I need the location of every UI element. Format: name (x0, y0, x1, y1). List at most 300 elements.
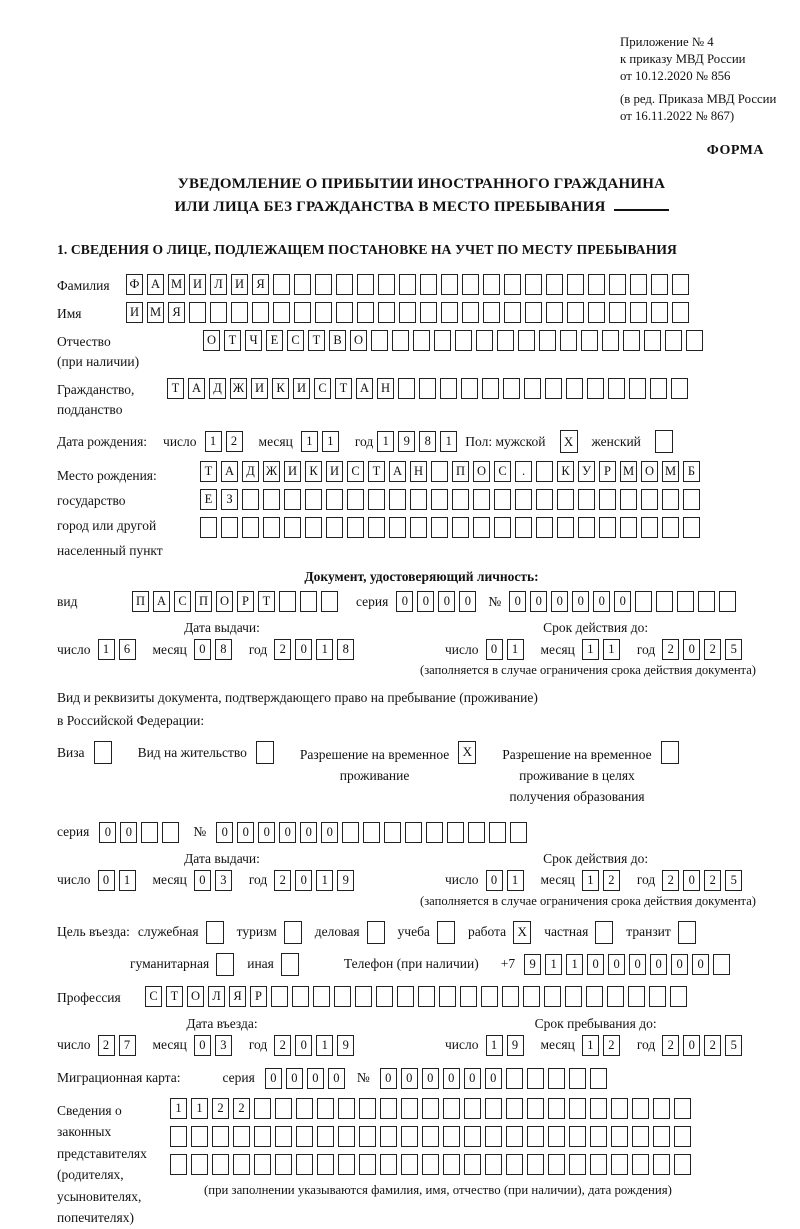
char-cell (359, 1126, 376, 1147)
resdoc-series-row (57, 822, 786, 843)
purpose-option-label: транзит (626, 924, 671, 940)
char-cell (462, 302, 479, 323)
char-cell: Т (166, 986, 183, 1007)
char-cell (569, 1068, 586, 1089)
char-cell (629, 378, 646, 399)
day-label: число (57, 641, 91, 657)
char-cell (515, 489, 532, 510)
citizenship-label-line: Гражданство, (57, 382, 135, 397)
day-label: число (445, 641, 479, 657)
purpose-option-label: деловая (314, 924, 360, 940)
char-cell (401, 1154, 418, 1175)
char-cell (581, 330, 598, 351)
char-cell (686, 330, 703, 351)
char-cell: 1 (582, 639, 599, 660)
char-cell (170, 1126, 187, 1147)
birthdate-row (57, 430, 786, 453)
char-cell: . (515, 461, 532, 482)
char-cell (321, 591, 338, 612)
char-cell (635, 591, 652, 612)
number-label: № (488, 593, 502, 609)
char-cell: 0 (417, 591, 434, 612)
char-cell (263, 489, 280, 510)
char-cell (462, 274, 479, 295)
char-cell (368, 489, 385, 510)
char-cell (506, 1154, 523, 1175)
temp-residence-edu-checkbox (661, 741, 679, 764)
char-cell (189, 302, 206, 323)
char-cell (191, 1126, 208, 1147)
char-cell: 0 (438, 591, 455, 612)
migration-card-row (57, 1068, 786, 1089)
char-cell (590, 1098, 607, 1119)
birthplace-label-line: город или другой (57, 518, 157, 533)
char-cell (569, 1126, 586, 1147)
representatives-label-line: Сведения о (57, 1102, 122, 1118)
char-cell (170, 1154, 187, 1175)
char-cell: 1 (98, 639, 115, 660)
char-cell: О (187, 986, 204, 1007)
char-cell: 7 (119, 1035, 136, 1056)
char-cell: 5 (725, 1035, 742, 1056)
char-cell (515, 517, 532, 538)
char-cell: А (153, 591, 170, 612)
char-cell: З (221, 489, 238, 510)
char-cell: С (347, 461, 364, 482)
char-cell (641, 517, 658, 538)
char-cell: 1 (603, 639, 620, 660)
purpose-row (57, 921, 786, 944)
migration-number-cells (380, 1068, 611, 1089)
residence-permit-checkbox (256, 741, 274, 764)
char-cell: 2 (662, 1035, 679, 1056)
char-cell (418, 986, 435, 1007)
char-cell (524, 378, 541, 399)
char-cell: И (284, 461, 301, 482)
char-cell (548, 1098, 565, 1119)
char-cell (569, 1098, 586, 1119)
char-cell (313, 986, 330, 1007)
char-cell (602, 330, 619, 351)
citizenship-label-line: подданство (57, 402, 123, 417)
char-cell: 0 (587, 954, 604, 975)
char-cell (476, 330, 493, 351)
char-cell (609, 274, 626, 295)
char-cell: 0 (295, 639, 312, 660)
char-cell: 0 (614, 591, 631, 612)
appendix-line: к приказу МВД России (620, 52, 746, 66)
char-cell: Е (266, 330, 283, 351)
char-cell (464, 1154, 481, 1175)
entry-month-cells (194, 1035, 236, 1056)
entry-dates (57, 1016, 786, 1056)
char-cell (399, 274, 416, 295)
representatives-label-line: законных (57, 1124, 112, 1140)
resdoc-until-day-cells (486, 870, 528, 891)
char-cell (336, 274, 353, 295)
temp-residence-edu-label (502, 741, 651, 808)
char-cell: Т (368, 461, 385, 482)
char-cell (296, 1126, 313, 1147)
char-cell (653, 1154, 670, 1175)
representatives-label (57, 1098, 170, 1229)
char-cell (252, 302, 269, 323)
year-label: год (248, 641, 268, 657)
char-cell (275, 1126, 292, 1147)
char-cell (674, 1098, 691, 1119)
char-cell (590, 1068, 607, 1089)
char-cell: 1 (566, 954, 583, 975)
char-cell: М (147, 302, 164, 323)
char-cell: К (272, 378, 289, 399)
char-cell: Я (229, 986, 246, 1007)
char-cell (489, 822, 506, 843)
char-cell (504, 274, 521, 295)
char-cell: А (356, 378, 373, 399)
stay-until-label: Срок пребывания до: (534, 1015, 657, 1031)
representatives-row (57, 1098, 786, 1229)
char-cell: 2 (274, 870, 291, 891)
char-cell (567, 274, 584, 295)
char-cell (620, 489, 637, 510)
char-cell: А (389, 461, 406, 482)
char-cell (300, 591, 317, 612)
resdoc-dates (57, 851, 786, 891)
char-cell: 0 (572, 591, 589, 612)
char-cell (464, 1098, 481, 1119)
char-cell: 6 (119, 639, 136, 660)
char-cell (410, 489, 427, 510)
month-label: месяц (540, 1037, 575, 1053)
form-title-line1: УВЕДОМЛЕНИЕ О ПРИБЫТИИ ИНОСТРАННОГО ГРАЖДАНИНА (177, 176, 666, 192)
char-cell (452, 517, 469, 538)
char-cell: Я (168, 302, 185, 323)
char-cell: 0 (671, 954, 688, 975)
purpose-option-label: работа (467, 924, 507, 940)
char-cell (566, 378, 583, 399)
char-cell (464, 1126, 481, 1147)
char-cell: 1 (205, 431, 222, 452)
char-cell: 0 (194, 639, 211, 660)
patronymic-label-line: Отчество (57, 334, 111, 349)
char-cell (357, 302, 374, 323)
char-cell (443, 1154, 460, 1175)
char-cell (677, 591, 694, 612)
char-cell (357, 274, 374, 295)
issued-label: Дата выдачи: (184, 620, 260, 635)
char-cell (497, 330, 514, 351)
char-cell (518, 330, 535, 351)
char-cell (473, 489, 490, 510)
char-cell: Т (200, 461, 217, 482)
temp-residence-checkbox: X (458, 741, 476, 764)
char-cell: 2 (662, 639, 679, 660)
char-cell (317, 1126, 334, 1147)
title-underline (614, 209, 669, 211)
char-cell: 0 (485, 1068, 502, 1089)
stay-month-cells (582, 1035, 624, 1056)
resdoc-issued-day-cells (98, 870, 140, 891)
char-cell (546, 302, 563, 323)
char-cell: И (189, 274, 206, 295)
char-cell (586, 986, 603, 1007)
char-cell: 9 (337, 870, 354, 891)
resdoc-series-cells (99, 822, 183, 843)
birth-day-cells (205, 431, 247, 452)
char-cell (485, 1126, 502, 1147)
char-cell (254, 1154, 271, 1175)
day-label: число (57, 872, 91, 888)
char-cell (355, 986, 372, 1007)
char-cell (326, 517, 343, 538)
iddoc-series-cells (396, 591, 480, 612)
purpose-label: Цель въезда: (57, 924, 130, 940)
char-cell (674, 1126, 691, 1147)
char-cell (284, 489, 301, 510)
char-cell (384, 822, 401, 843)
char-cell (651, 274, 668, 295)
patronymic-cells (203, 330, 707, 351)
resdoc-until-month-cells (582, 870, 624, 891)
char-cell (599, 517, 616, 538)
char-cell (599, 489, 616, 510)
char-cell (698, 591, 715, 612)
char-cell (443, 1126, 460, 1147)
char-cell (506, 1126, 523, 1147)
char-cell (560, 330, 577, 351)
char-cell (405, 822, 422, 843)
day-label: число (445, 1037, 479, 1053)
char-cell: 0 (401, 1068, 418, 1089)
surname-label: Фамилия (57, 278, 110, 293)
char-cell (548, 1068, 565, 1089)
char-cell (565, 986, 582, 1007)
char-cell (662, 489, 679, 510)
char-cell: 0 (509, 591, 526, 612)
char-cell: В (329, 330, 346, 351)
char-cell (296, 1154, 313, 1175)
char-cell (389, 517, 406, 538)
char-cell (242, 517, 259, 538)
char-cell: Я (252, 274, 269, 295)
char-cell (368, 517, 385, 538)
char-cell: 2 (233, 1098, 250, 1119)
char-cell: 8 (337, 639, 354, 660)
birthplace-cells-row3 (200, 517, 704, 538)
char-cell (296, 1098, 313, 1119)
char-cell (523, 986, 540, 1007)
purpose-option (130, 953, 234, 976)
birthplace-row (57, 461, 786, 563)
issued-date-row (57, 870, 387, 891)
birth-month-cells (301, 431, 343, 452)
char-cell: 0 (629, 954, 646, 975)
appendix-line: от 10.12.2020 № 856 (620, 69, 731, 83)
iddoc-type-label: вид (57, 593, 78, 609)
firstname-label: Имя (57, 306, 82, 321)
char-cell: 5 (725, 639, 742, 660)
month-label: месяц (152, 1037, 187, 1053)
char-cell (254, 1126, 271, 1147)
char-cell (644, 330, 661, 351)
char-cell: 0 (551, 591, 568, 612)
char-cell (439, 986, 456, 1007)
char-cell: 2 (704, 1035, 721, 1056)
char-cell (588, 274, 605, 295)
purpose-business-checkbox (367, 921, 385, 944)
char-cell: 1 (507, 870, 524, 891)
representatives-label-line: (родителях, (57, 1167, 124, 1183)
char-cell (587, 378, 604, 399)
char-cell (212, 1126, 229, 1147)
char-cell: О (473, 461, 490, 482)
char-cell (347, 489, 364, 510)
birthplace-label-line: государство (57, 493, 126, 508)
entry-day-cells (98, 1035, 140, 1056)
char-cell: И (231, 274, 248, 295)
iddoc-until-group (445, 620, 746, 660)
char-cell: 2 (274, 1035, 291, 1056)
char-cell (544, 986, 561, 1007)
birthplace-label-line: населенный пункт (57, 543, 163, 558)
char-cell (422, 1098, 439, 1119)
char-cell (317, 1154, 334, 1175)
char-cell: 0 (459, 591, 476, 612)
char-cell: 1 (316, 870, 333, 891)
char-cell (305, 517, 322, 538)
resdoc-until-group (445, 851, 746, 891)
char-cell (630, 274, 647, 295)
char-cell (485, 1154, 502, 1175)
form-title-line2-wrap (57, 196, 786, 219)
char-cell: У (578, 461, 595, 482)
sex-label: Пол: мужской (465, 433, 546, 449)
purpose-option (544, 921, 613, 944)
char-cell (536, 517, 553, 538)
char-cell: 2 (603, 1035, 620, 1056)
sex-female-label: женский (591, 433, 641, 449)
forma-label: ФОРМА (706, 143, 764, 158)
char-cell (380, 1098, 397, 1119)
month-label: месяц (540, 872, 575, 888)
char-cell (460, 986, 477, 1007)
section1-heading: 1. СВЕДЕНИЯ О ЛИЦЕ, ПОДЛЕЖАЩЕМ ПОСТАНОВКЕ НА УЧЕТ ПО МЕСТУ ПРЕБЫВАНИЯ (57, 242, 677, 257)
char-cell (503, 378, 520, 399)
char-cell: 0 (307, 1068, 324, 1089)
char-cell: 1 (191, 1098, 208, 1119)
char-cell: Ж (230, 378, 247, 399)
char-cell (483, 302, 500, 323)
char-cell (326, 489, 343, 510)
char-cell: 0 (464, 1068, 481, 1089)
char-cell (527, 1098, 544, 1119)
char-cell: 0 (422, 1068, 439, 1089)
char-cell (468, 822, 485, 843)
char-cell: 0 (486, 870, 503, 891)
char-cell: 0 (328, 1068, 345, 1089)
appendix-block (620, 34, 795, 125)
until-date-row (445, 639, 746, 660)
char-cell (527, 1126, 544, 1147)
char-cell (674, 1154, 691, 1175)
char-cell (651, 302, 668, 323)
iddoc-type-row (57, 591, 786, 612)
char-cell (294, 274, 311, 295)
char-cell: 0 (321, 822, 338, 843)
char-cell (653, 1098, 670, 1119)
char-cell: 9 (398, 431, 415, 452)
char-cell: К (305, 461, 322, 482)
entry-date-label: Дата въезда: (186, 1015, 258, 1031)
validity-note: (заполняется в случае ограничения срока действия документа) (420, 893, 756, 908)
char-cell: 0 (265, 1068, 282, 1089)
temp-residence-edu-label-line: Разрешение на временное (502, 746, 652, 762)
purpose-option (315, 921, 385, 944)
sex-male-checkbox: X (560, 430, 578, 453)
resdoc-text-line2: в Российской Федерации: (57, 712, 205, 728)
char-cell (200, 517, 217, 538)
char-cell: 2 (704, 870, 721, 891)
char-cell (233, 1126, 250, 1147)
char-cell (431, 517, 448, 538)
char-cell: 1 (170, 1098, 187, 1119)
char-cell: Т (335, 378, 352, 399)
char-cell (719, 591, 736, 612)
char-cell: С (494, 461, 511, 482)
char-cell (590, 1154, 607, 1175)
char-cell (397, 986, 414, 1007)
char-cell: И (126, 302, 143, 323)
representatives-cells-row1 (170, 1098, 695, 1119)
issued-label: Дата выдачи: (184, 850, 260, 866)
purpose-humanitarian-checkbox (216, 953, 234, 976)
char-cell (378, 274, 395, 295)
char-cell (401, 1126, 418, 1147)
char-cell: 1 (582, 870, 599, 891)
char-cell: 0 (194, 1035, 211, 1056)
char-cell (441, 302, 458, 323)
char-cell (656, 591, 673, 612)
char-cell (502, 986, 519, 1007)
entry-date-row (57, 1035, 387, 1056)
char-cell (632, 1126, 649, 1147)
char-cell: И (293, 378, 310, 399)
char-cell (653, 1126, 670, 1147)
char-cell (380, 1154, 397, 1175)
resdoc-issued-year-cells (274, 870, 358, 891)
char-cell (611, 1126, 628, 1147)
birth-year-cells (377, 431, 461, 452)
char-cell (334, 986, 351, 1007)
temp-residence-label (300, 741, 449, 787)
char-cell (525, 274, 542, 295)
char-cell (628, 986, 645, 1007)
purpose-row2 (130, 953, 786, 976)
until-year-cells (662, 639, 746, 660)
firstname-cells (126, 302, 693, 323)
char-cell: 2 (704, 639, 721, 660)
birthplace-cells-block (200, 461, 704, 545)
char-cell (588, 302, 605, 323)
char-cell: А (188, 378, 205, 399)
char-cell (399, 302, 416, 323)
char-cell: 0 (300, 822, 317, 843)
char-cell (483, 274, 500, 295)
temp-residence-edu-label-line: проживание в целях (519, 767, 635, 783)
char-cell (434, 330, 451, 351)
purpose-option-label: учеба (397, 924, 430, 940)
char-cell (506, 1098, 523, 1119)
